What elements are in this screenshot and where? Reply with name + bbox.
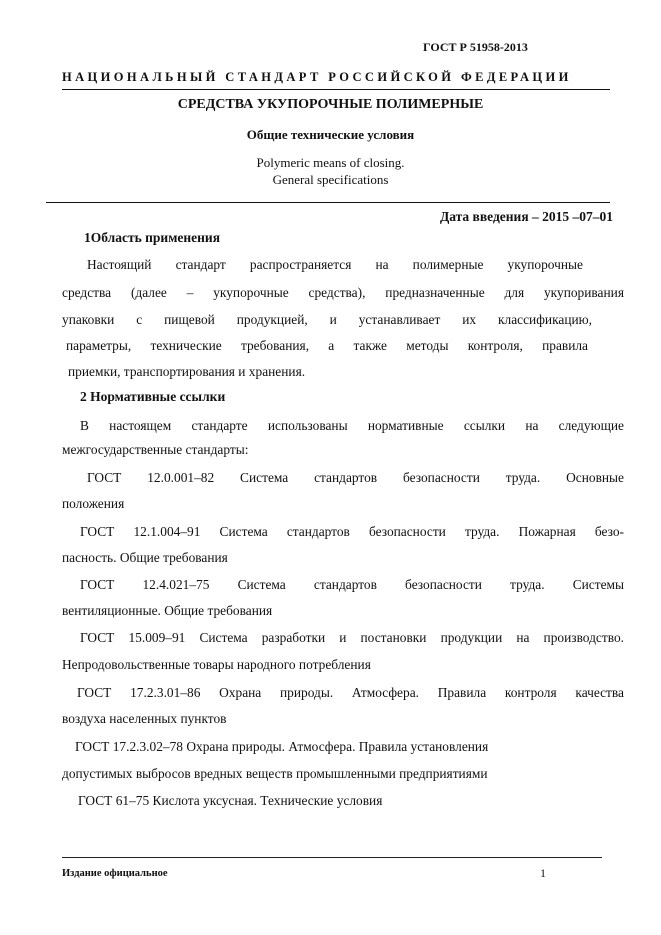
section-1-heading: 1Область применения: [84, 230, 221, 245]
section-2-line: ГОСТ 17.2.3.02–78 Охрана природы. Атмосфера. Правила установления: [75, 739, 489, 754]
english-title-line-1: Polymeric means of closing.: [256, 155, 405, 170]
section-2-line: вентиляционные. Общие требования: [62, 603, 273, 618]
section-2-line: ГОСТ 12.1.004–91 Система стандартов безопасности труда. Пожарная безо-: [80, 524, 624, 539]
middle-divider: [46, 202, 610, 203]
section-1-line: средства (далее – укупорочные средства), предназначенные для укупоривания: [62, 285, 624, 300]
section-2-line: В настоящем стандарте использованы нормативные ссылки на следующие: [80, 418, 624, 433]
section-2-line: межгосударственные стандарты:: [62, 442, 249, 457]
introduction-date: Дата введения – 2015 –07–01: [439, 209, 613, 224]
section-2-line: ГОСТ 12.0.001–82 Система стандартов безопасности труда. Основные: [87, 470, 624, 485]
document-title: СРЕДСТВА УКУПОРОЧНЫЕ ПОЛИМЕРНЫЕ: [177, 97, 484, 112]
section-2-heading: 2 Нормативные ссылки: [80, 389, 226, 404]
section-1-line: параметры, технические требования, а также методы контроля, правила: [66, 338, 588, 353]
national-standard-banner: НАЦИОНАЛЬНЫЙ СТАНДАРТ РОССИЙСКОЙ ФЕДЕРАЦИИ: [62, 70, 572, 84]
section-1-line: приемки, транспортирования и хранения.: [68, 364, 306, 379]
section-2-line: допустимых выбросов вредных веществ промышленными предприятиями: [62, 766, 488, 781]
section-1-line: Настоящий стандарт распространяется на полимерные укупорочные: [87, 257, 583, 272]
document-code: ГОСТ Р 51958-2013: [423, 40, 528, 54]
section-2-line: ГОСТ 17.2.3.01–86 Охрана природы. Атмосфера. Правила контроля качества: [77, 685, 624, 700]
footer-divider: [62, 857, 602, 858]
official-edition-note: Издание официальное: [62, 868, 168, 879]
section-2-line: ГОСТ 61–75 Кислота уксусная. Технические условия: [78, 793, 383, 808]
section-2-line: Непродовольственные товары народного потребления: [62, 657, 371, 672]
section-2-line: воздуха населенных пунктов: [62, 711, 227, 726]
document-subtitle: Общие технические условия: [246, 127, 415, 142]
section-2-line: положения: [62, 496, 125, 511]
section-2-line: пасность. Общие требования: [62, 550, 228, 565]
page-number: 1: [540, 866, 546, 880]
section-2-line: ГОСТ 15.009–91 Система разработки и постановки продукции на производство.: [80, 630, 624, 645]
section-1-line: упаковки с пищевой продукцией, и устанавливает их классификацию,: [62, 312, 592, 327]
section-2-line: ГОСТ 12.4.021–75 Система стандартов безопасности труда. Системы: [80, 577, 624, 592]
english-title-line-2: General specifications: [272, 172, 389, 187]
top-divider: [62, 89, 610, 90]
